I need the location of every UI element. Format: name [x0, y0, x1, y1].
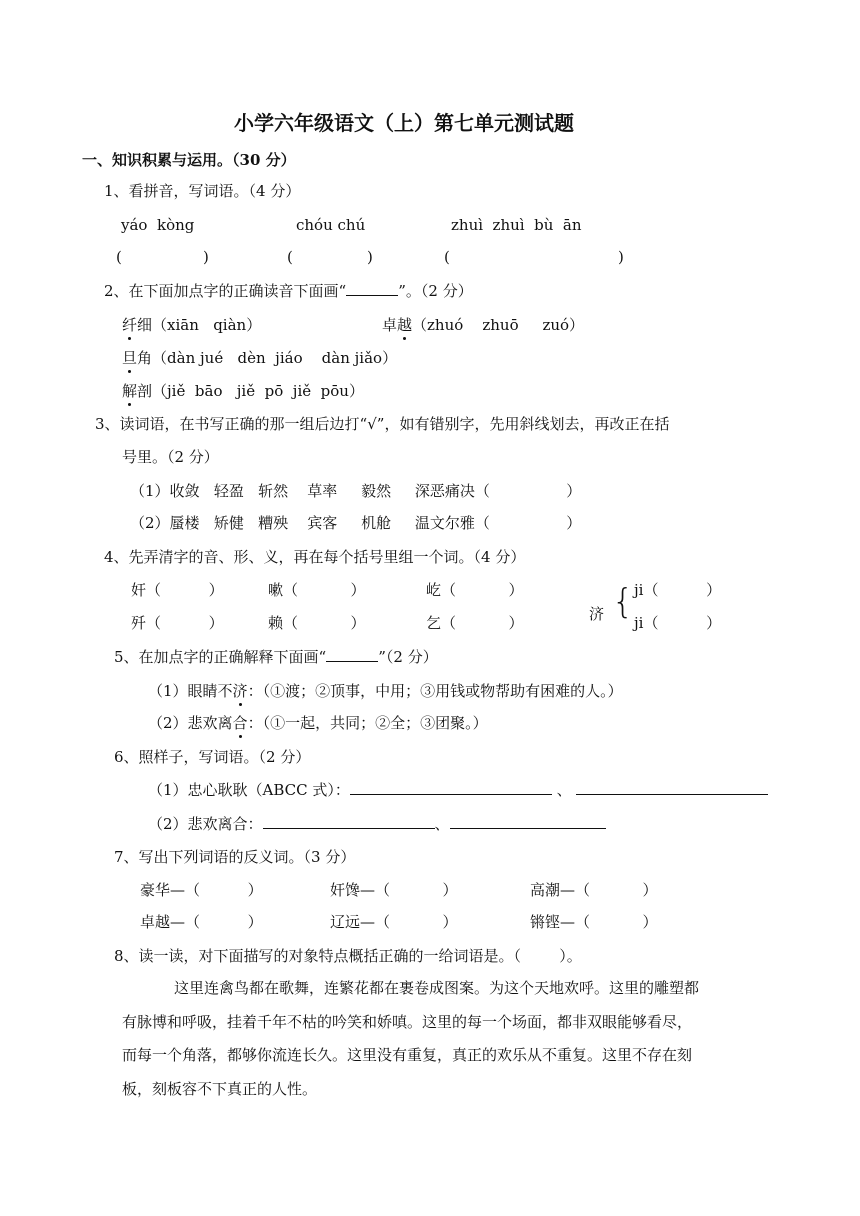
antonym-cell: 锵铿—（ ）	[530, 913, 658, 931]
answer-paren-open: (	[116, 248, 122, 266]
char-cell: 歼（ ）	[131, 614, 224, 632]
reading-row: 解剖（jiě bāo jiě pō jiě pōu）	[122, 382, 364, 400]
char-cell: 奸（ ）	[131, 581, 224, 599]
question-5-stem: 5、在加点字的正确解释下面画“ ”（2 分）	[114, 648, 438, 666]
pinyin-1: yáo kòng	[121, 216, 195, 234]
word-group-row: （2）蜃楼 矫健 糟殃 宾客 机舱 温文尔雅（ ）	[130, 514, 582, 532]
brace-icon: {	[612, 582, 634, 622]
question-4-stem: 4、先弄清字的音、形、义，再在每个括号里组一个词。（4 分）	[104, 548, 526, 566]
question-3-stem: 3、读词语，在书写正确的那一组后边打“√”，如有错别字，先用斜线划去，再改正在括	[95, 415, 670, 433]
polyphone-row: ji（ ）	[634, 581, 722, 599]
antonym-cell: 辽远—（ ）	[330, 913, 458, 931]
reading-row: 卓越（zhuó zhuō zuó）	[382, 316, 585, 334]
antonym-cell: 奸馋—（ ）	[330, 881, 458, 899]
pattern-row: （2）悲欢离合： 、	[148, 814, 606, 834]
answer-paren-close: )	[367, 248, 373, 266]
question-8-stem: 8、读一读，对下面描写的对象特点概括正确的一给词语是。（ ）。	[114, 947, 582, 965]
page-title: 小学六年级语文（上）第七单元测试题	[234, 111, 574, 135]
passage-line: 而每一个角落，都够你流连长久。这里没有重复，真正的欢乐从不重复。这里不存在刻	[122, 1046, 693, 1064]
passage-line: 这里连禽鸟都在歌舞，连繁花都在裹卷成图案。为这个天地欢呼。这里的雕塑都	[174, 979, 700, 997]
char-cell: 乞（ ）	[426, 614, 524, 632]
passage-line: 有脉博和呼吸，挂着千年不枯的吟笑和娇嗔。这里的每一个场面，都非双眼能够看尽，	[122, 1013, 693, 1031]
antonym-cell: 卓越—（ ）	[140, 913, 263, 931]
char-cell: 嗽（ ）	[268, 581, 366, 599]
antonym-cell: 豪华—（ ）	[140, 881, 263, 899]
answer-paren-close: )	[203, 248, 209, 266]
section-heading: 一、知识积累与运用。（30 分）	[82, 151, 296, 169]
question-1-stem: 1、看拼音，写词语。（4 分）	[104, 182, 301, 200]
answer-paren-open: (	[444, 248, 450, 266]
pattern-row: （1）忠心耿耿（ABCC 式）： 、	[148, 780, 768, 800]
pinyin-2: chóu chú	[296, 216, 366, 234]
word-group-row: （1）收敛 轻盈 斩然 草率 毅然 深恶痛决（ ）	[130, 482, 582, 500]
reading-row: 旦角（dàn jué dèn jiáo dàn jiǎo）	[122, 349, 398, 367]
answer-paren-close: )	[618, 248, 624, 266]
answer-line[interactable]	[450, 814, 606, 829]
question-2-stem: 2、在下面加点字的正确读音下面画“ ”。（2 分）	[104, 282, 473, 300]
answer-line[interactable]	[263, 814, 435, 829]
answer-line[interactable]	[576, 780, 768, 795]
question-7-stem: 7、写出下列词语的反义词。（3 分）	[114, 848, 356, 866]
reading-row: 纤细（xiān qiàn）	[122, 316, 262, 334]
question-6-stem: 6、照样子，写词语。（2 分）	[114, 748, 311, 766]
polyphone-char: 济	[589, 605, 605, 623]
pinyin-3: zhuì zhuì bù ān	[451, 216, 582, 234]
question-3-stem-cont: 号里。（2 分）	[122, 448, 219, 466]
meaning-row: （1）眼睛不济：（①渡；②顶事，中用；③用钱或物帮助有困难的人。）	[148, 682, 623, 700]
char-cell: 赖（ ）	[268, 614, 366, 632]
antonym-cell: 高潮—（ ）	[530, 881, 658, 899]
meaning-row: （2）悲欢离合：（①一起，共同；②全；③团聚。）	[148, 714, 488, 732]
answer-line[interactable]	[350, 780, 552, 795]
polyphone-row: ji（ ）	[634, 614, 722, 632]
passage-line: 板，刻板容不下真正的人性。	[122, 1080, 318, 1098]
char-cell: 屹（ ）	[426, 581, 524, 599]
answer-paren-open: (	[287, 248, 293, 266]
